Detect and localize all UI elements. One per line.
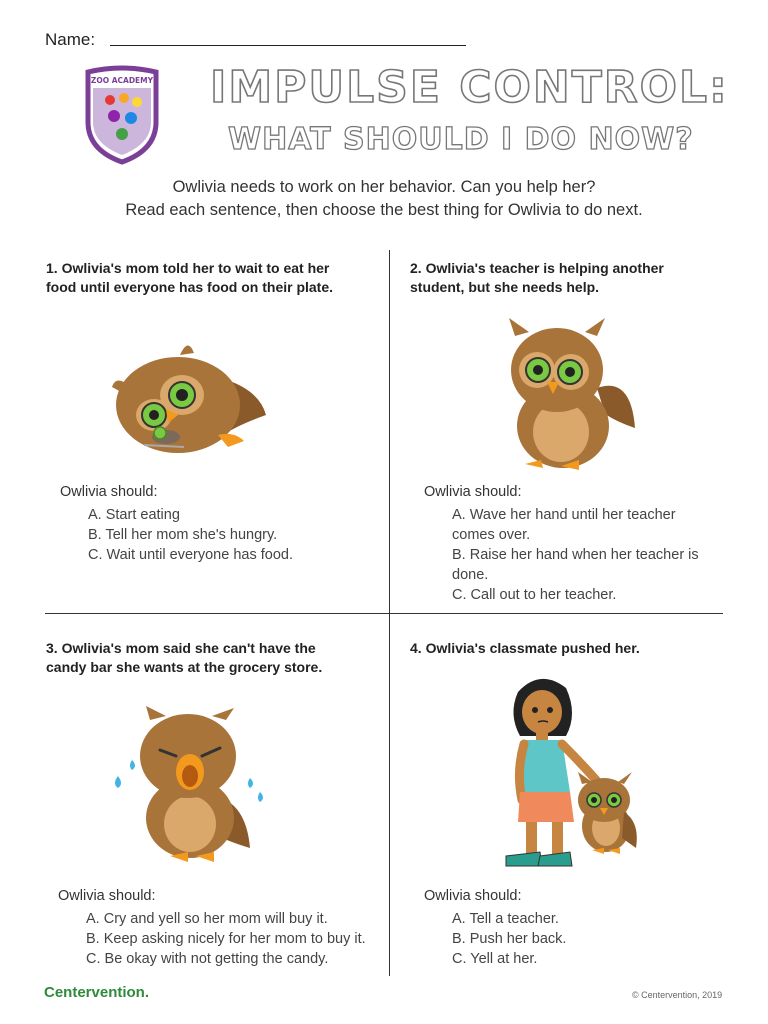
question-2-option-a-cont[interactable]: comes over. <box>452 527 531 543</box>
question-2-option-b[interactable]: B. Raise her hand when her teacher is <box>452 547 699 563</box>
owl-eating-illustration <box>108 335 270 457</box>
title-line-2: WHAT SHOULD I DO NOW? <box>228 122 694 157</box>
question-2-option-c[interactable]: C. Call out to her teacher. <box>452 587 617 603</box>
question-3-line-1: 3. Owlivia's mom said she can't have the <box>46 640 316 656</box>
question-4-option-a[interactable]: A. Tell a teacher. <box>452 911 559 927</box>
question-4-option-c[interactable]: C. Yell at her. <box>452 951 538 967</box>
intro-line-2: Read each sentence, then choose the best thing for Owlivia to do next. <box>125 201 643 219</box>
question-3-line-2: candy bar she wants at the grocery store. <box>46 659 323 675</box>
centervention-logo: Centervention. <box>44 984 150 1001</box>
copyright: © Centervention, 2019 <box>632 990 723 1000</box>
question-1-line-1: 1. Owlivia's mom told her to wait to eat her <box>46 260 330 276</box>
question-1-options <box>88 505 358 565</box>
question-2-option-a[interactable]: A. Wave her hand until her teacher <box>452 507 676 523</box>
zoo-academy-badge <box>84 66 160 164</box>
owl-crying-illustration <box>110 706 265 864</box>
girl-with-owl-illustration <box>500 672 645 878</box>
question-4-option-b[interactable]: B. Push her back. <box>452 931 567 947</box>
question-2-should: Owlivia should: <box>424 484 522 500</box>
question-2-options <box>452 505 722 605</box>
question-2-line-1: 2. Owlivia's teacher is helping another <box>410 260 664 276</box>
question-2-option-b-cont[interactable]: done. <box>452 567 489 583</box>
question-3-option-b[interactable]: B. Keep asking nicely for her mom to buy it. <box>86 931 366 947</box>
question-1-option-b[interactable]: B. Tell her mom she's hungry. <box>88 527 278 543</box>
question-3-should: Owlivia should: <box>58 888 156 904</box>
question-3-option-c[interactable]: C. Be okay with not getting the candy. <box>86 951 329 967</box>
question-4-should: Owlivia should: <box>424 888 522 904</box>
question-1-option-a[interactable]: A. Start eating <box>88 507 180 523</box>
owl-waving-illustration <box>505 318 640 473</box>
question-3-option-a[interactable]: A. Cry and yell so her mom will buy it. <box>86 911 328 927</box>
question-2-line-2: student, but she needs help. <box>410 279 600 295</box>
title-line-1: IMPULSE CONTROL: <box>210 62 729 113</box>
name-label: Name: <box>45 30 96 49</box>
question-1-should: Owlivia should: <box>60 484 158 500</box>
intro-line-1: Owlivia needs to work on her behavior. Can you help her? <box>172 178 596 196</box>
question-1 <box>46 259 376 297</box>
question-3 <box>46 639 376 677</box>
question-1-option-c[interactable]: C. Wait until everyone has food. <box>88 547 293 563</box>
question-3-options <box>86 909 386 969</box>
question-4-line-1: 4. Owlivia's classmate pushed her. <box>410 640 640 656</box>
question-4 <box>410 639 740 658</box>
name-line[interactable] <box>110 45 466 46</box>
badge-text: ZOO ACADEMY <box>90 76 154 85</box>
question-1-line-2: food until everyone has food on their plate. <box>46 279 334 295</box>
horizontal-divider <box>45 613 723 614</box>
question-2 <box>410 259 740 297</box>
question-4-options <box>452 909 722 969</box>
